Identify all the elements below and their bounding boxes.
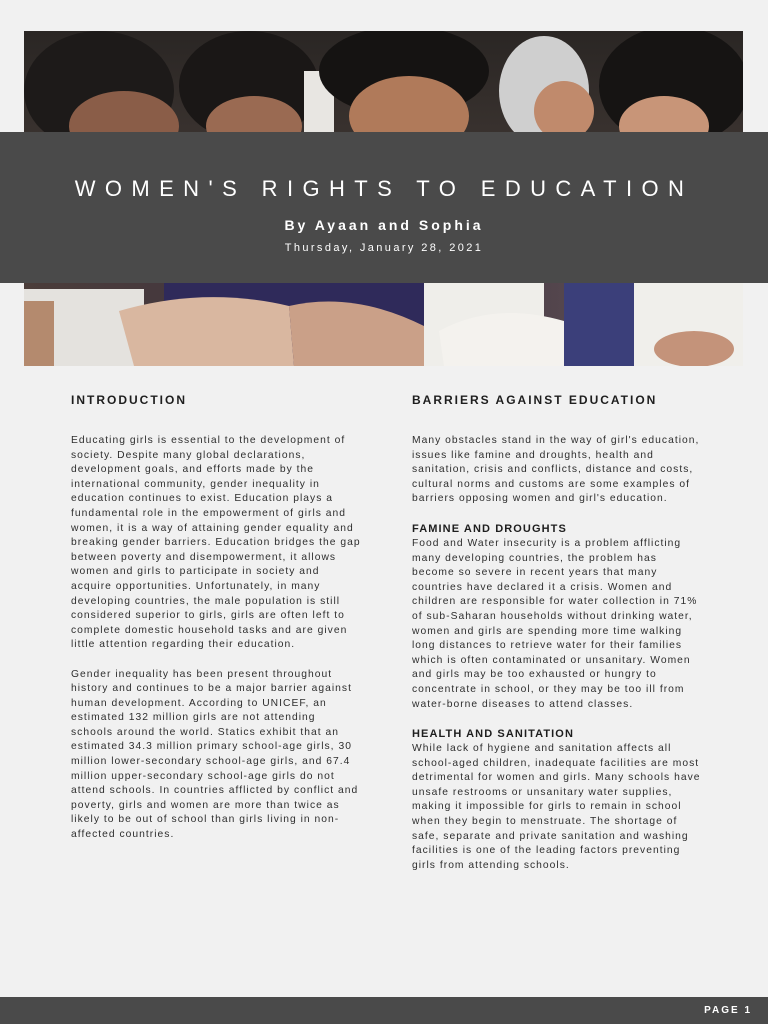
health-sanitation-paragraph: While lack of hygiene and sanitation affects all school-aged children, inadequate facilities are most detrimental for women and girls. Many schools have unsafe restrooms or unsanitary water supplies, making it impossible for girls to remain in school when they begin to menstruate. The shortage of safe, separate and private sanitation and washing facilities is one of the leading factors preventing girls from attending schools.	[412, 743, 701, 871]
famine-droughts-paragraph: Food and Water insecurity is a problem afflicting many developing countries, the problem has become so severe in recent years that many countries have declared it a crisis. Women and children are responsible for water collection in 71% of sub-Saharan households without drinking water, women and girls are spending more time walking long distances to retrieve water for their families which is often contaminated or unsanitary. Women and girls may be too exhausted or hungry to concentrate in school, or they may be too ill from water-borne diseases to attend classes.	[412, 537, 698, 710]
barriers-heading: BARRIERS AGAINST EDUCATION	[412, 393, 658, 407]
barriers-column	[412, 392, 702, 873]
health-sanitation-heading: HEALTH AND SANITATION	[412, 728, 575, 741]
publish-date: Thursday, January 28, 2021	[284, 242, 484, 254]
introduction-paragraph-1: Educating girls is essential to the development of society. Despite many global declarations, development goals, and efforts made by the international community, gender inequality in education continues to exist. Education plays a fundamental role in the empowerment of girls and women, it is a way of attaining gender equality and breaking gender barriers. Education bridges the gap between poverty and disempowerment, it allows women and girls to participate in society and acquire opportunities. Unfortunately, in many developing countries, the male population is still considered superior to girls, girls are often left to complete domestic household tasks and are given little attention regarding their education.	[71, 435, 361, 651]
famine-droughts-heading: FAMINE AND DROUGHTS	[412, 522, 567, 535]
page-number: PAGE 1	[704, 1005, 752, 1016]
barriers-intro-paragraph: Many obstacles stand in the way of girl's education, issues like famine and droughts, health and sanitation, crisis and conflicts, distance and costs, cultural norms and customs are some examples of barriers opposing women and girl's education.	[412, 435, 700, 505]
introduction-paragraph-2: Gender inequality has been present throughout history and continues to be a major barrier against human development. According to UNICEF, an estimated 132 million girls are not attending schools around the world. Statics exhibit that an estimated 34.3 million primary school-age girls, 30 million lower-secondary school-age girls, and 67.4 million upper-secondary school-age girls do not attend schools. In countries afflicted by conflict and poverty, girls and women are more than twice as likely to be out of school than girls living in non-affected countries.	[71, 668, 359, 841]
introduction-column	[71, 392, 361, 843]
document-title: WOMEN'S RIGHTS TO EDUCATION	[74, 176, 694, 201]
title-banner	[0, 132, 768, 283]
page-footer	[0, 997, 768, 1024]
introduction-heading: INTRODUCTION	[71, 393, 187, 407]
author-byline: By Ayaan and Sophia	[284, 217, 484, 233]
